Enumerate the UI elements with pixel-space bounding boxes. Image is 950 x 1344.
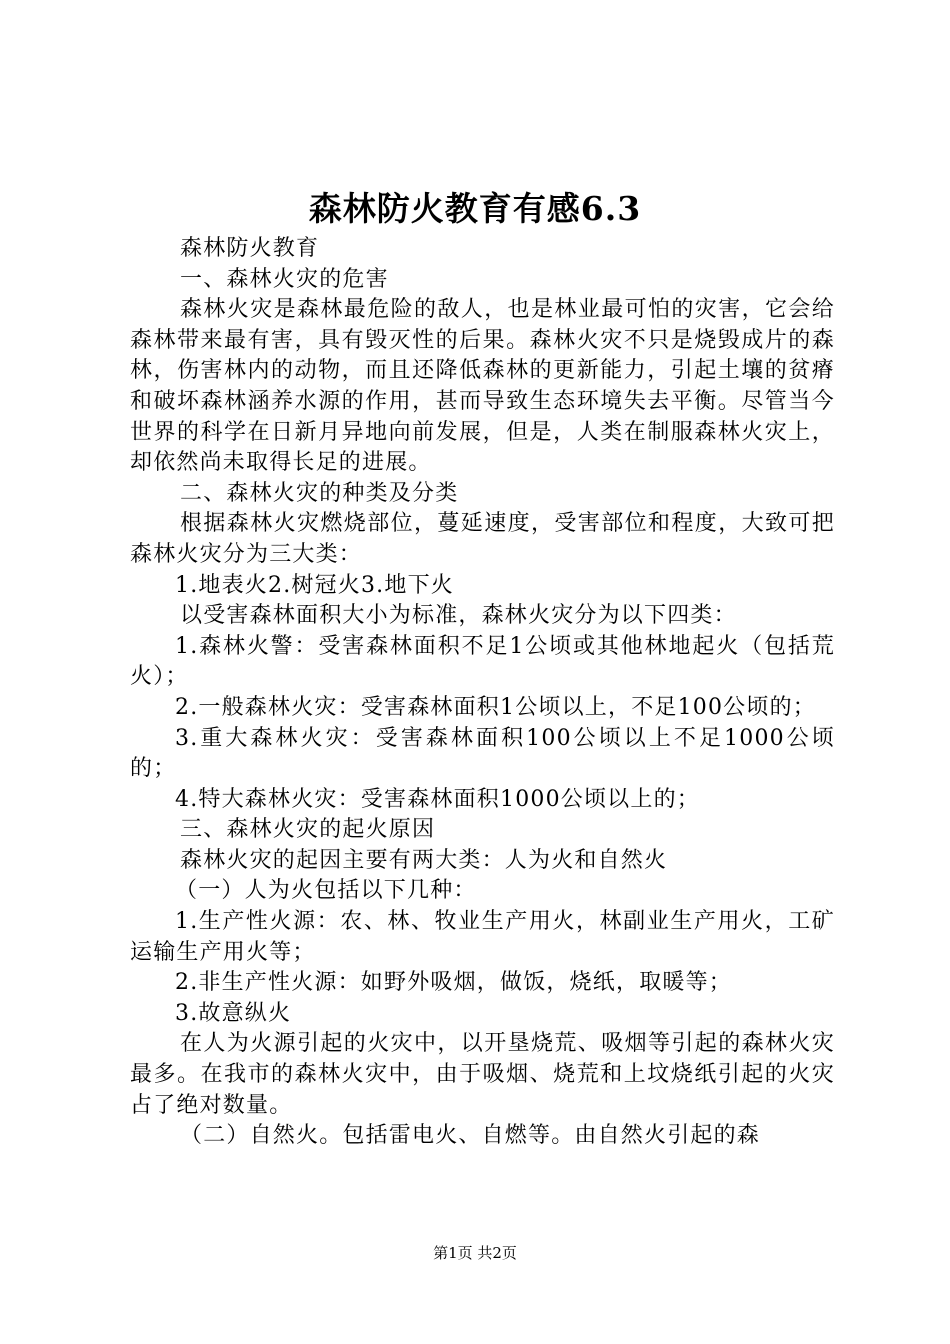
paragraph: （二）自然火。包括雷电火、自燃等。由自然火引起的森	[180, 1123, 761, 1149]
document-body	[130, 234, 835, 1152]
list-item: 2.非生产性火源：如野外吸烟，做饭，烧纸，取暖等；	[175, 970, 732, 996]
document-title: 森林防火教育有感6.3	[308, 189, 642, 228]
paragraph: 在人为火源引起的火灾中，以开垦烧荒、吸烟等引起的森林火灾最多。在我市的森林火灾中，由于吸烟、烧荒和上坟烧纸引起的火灾占了绝对数量。	[130, 1031, 835, 1118]
paragraph: 以受害森林面积大小为标准，森林火灾分为以下四类：	[180, 603, 737, 629]
paragraph: 1.地表火2.树冠火3.地下火	[175, 572, 454, 598]
list-item: 2.一般森林火灾：受害森林面积1公顷以上，不足100公顷的；	[175, 694, 816, 720]
subsection-heading: （一）人为火包括以下几种：	[175, 878, 477, 904]
list-item: 3.故意纵火	[175, 1000, 292, 1026]
list-item: 1.森林火警：受害森林面积不足1公顷或其他林地起火（包括荒火）；	[130, 633, 835, 690]
paragraph: 森林火灾的起因主要有两大类：人为火和自然火	[180, 847, 668, 873]
list-item: 1.生产性火源：农、林、牧业生产用火，林副业生产用火，工矿运输生产用火等；	[130, 909, 835, 965]
paragraph: 根据森林火灾燃烧部位，蔓延速度，受害部位和程度，大致可把森林火灾分为三大类：	[130, 511, 835, 567]
section-heading: 一、森林火灾的危害	[180, 266, 389, 292]
list-item: 4.特大森林火灾：受害森林面积1000公顷以上的；	[175, 786, 700, 812]
list-item: 3.重大森林火灾：受害森林面积100公顷以上不足1000公顷的；	[130, 725, 835, 782]
page-footer: 第1页 共2页	[433, 1244, 517, 1262]
section-heading: 二、森林火灾的种类及分类	[180, 480, 459, 506]
paragraph: 森林防火教育	[180, 236, 320, 261]
section-heading: 三、森林火灾的起火原因	[180, 817, 436, 843]
paragraph: 森林火灾是森林最危险的敌人，也是林业最可怕的灾害，它会给森林带来最有害，具有毁灭性的后果。森林火灾不只是烧毁成片的森林，伤害林内的动物，而且还降低森林的更新能力，引起土壤的贫瘠和破坏森林涵养水源的作用，甚而导致生态环境失去平衡。尽管当今世界的科学在日新月异地向前发展，但是，人类在制服森林火灾上，却依然尚未取得长足的进展。	[130, 297, 835, 476]
